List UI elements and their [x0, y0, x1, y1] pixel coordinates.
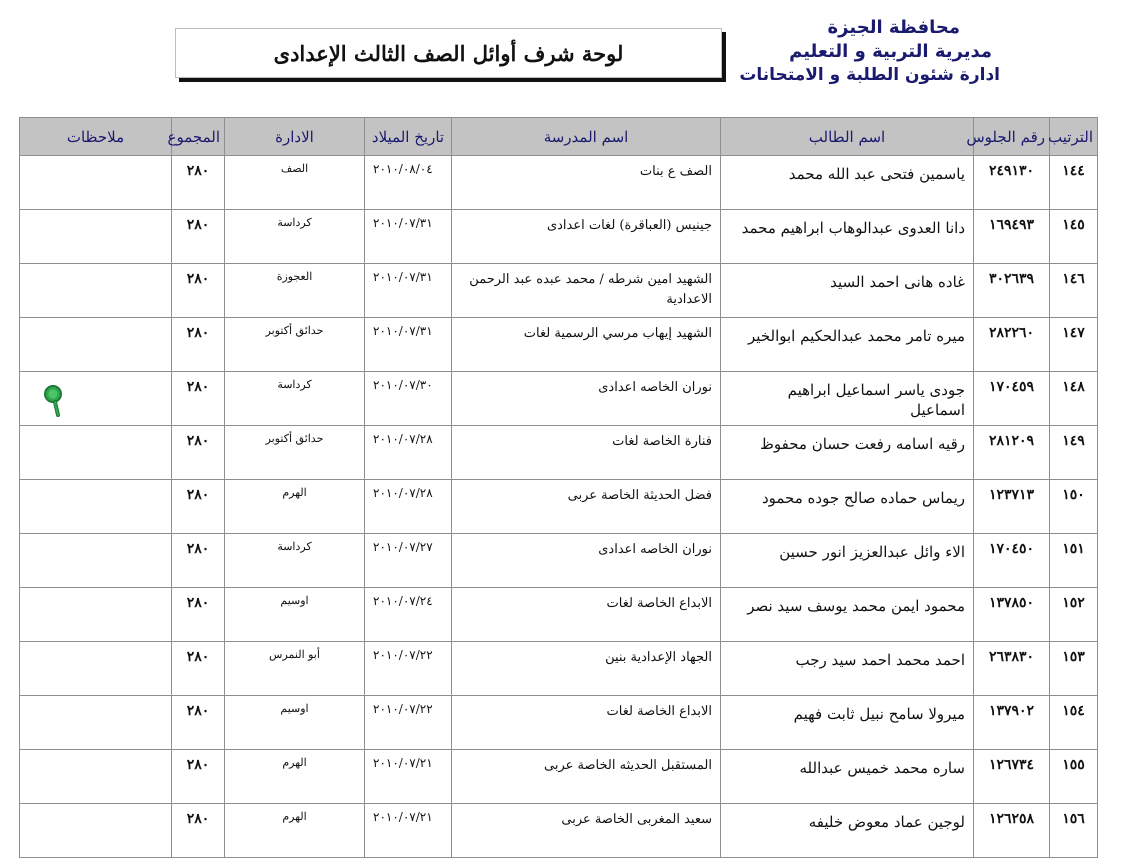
- student-name-cell: ساره محمد خميس عبدالله: [721, 750, 974, 804]
- seat-number-cell: ١٢٦٢٥٨: [974, 804, 1050, 858]
- rank-cell: ١٥١: [1050, 534, 1098, 588]
- table-row: [20, 372, 1098, 426]
- total-score-cell: ٢٨٠: [172, 372, 225, 426]
- rank-cell: ١٥٢: [1050, 588, 1098, 642]
- notes-cell: [20, 156, 172, 210]
- student-name-cell: دانا العدوى عبدالوهاب ابراهيم محمد: [721, 210, 974, 264]
- school-name-cell: فنارة الخاصة لغات: [452, 426, 721, 480]
- table-row: [20, 534, 1098, 588]
- school-name-cell: نوران الخاصه اعدادى: [452, 534, 721, 588]
- rank-cell: ١٤٥: [1050, 210, 1098, 264]
- seat-number-cell: ١٧٠٤٥٠: [974, 534, 1050, 588]
- table-row: [20, 804, 1098, 858]
- birth-date-cell: ٢٠١٠/٠٧/٣٠: [365, 372, 452, 426]
- notes-cell: [20, 750, 172, 804]
- administration-cell: اوسيم: [225, 588, 365, 642]
- notes-cell: [20, 210, 172, 264]
- birth-date-cell: ٢٠١٠/٠٧/٢٤: [365, 588, 452, 642]
- rank-cell: ١٤٦: [1050, 264, 1098, 318]
- rank-cell: ١٥٣: [1050, 642, 1098, 696]
- header-total: المجموع: [172, 118, 225, 156]
- birth-date-cell: ٢٠١٠/٠٧/٢٨: [365, 480, 452, 534]
- table-row: [20, 588, 1098, 642]
- table-body: [20, 156, 1098, 858]
- header-birth-date: تاريخ الميلاد: [365, 118, 452, 156]
- header-rank: الترتيب: [1050, 118, 1098, 156]
- governorate-name: محافظة الجيزة: [827, 17, 960, 38]
- birth-date-cell: ٢٠١٠/٠٧/٢١: [365, 750, 452, 804]
- notes-cell: [20, 480, 172, 534]
- student-name-cell: جودى ياسر اسماعيل ابراهيم اسماعيل: [721, 372, 974, 426]
- administration-cell: العجوزة: [225, 264, 365, 318]
- org-header: [739, 16, 1000, 87]
- administration-cell: كرداسة: [225, 534, 365, 588]
- administration-cell: حدائق أكتوبر: [225, 426, 365, 480]
- birth-date-cell: ٢٠١٠/٠٧/٢٨: [365, 426, 452, 480]
- table-row: [20, 642, 1098, 696]
- administration-cell: الهرم: [225, 480, 365, 534]
- table-row: [20, 264, 1098, 318]
- school-name-cell: الشهيد إيهاب مرسي الرسمية لغات: [452, 318, 721, 372]
- rank-cell: ١٥٥: [1050, 750, 1098, 804]
- rank-cell: ١٥٤: [1050, 696, 1098, 750]
- administration-cell: الهرم: [225, 804, 365, 858]
- birth-date-cell: ٢٠١٠/٠٧/٣١: [365, 264, 452, 318]
- total-score-cell: ٢٨٠: [172, 804, 225, 858]
- student-name-cell: ميرولا سامح نبيل ثابت فهيم: [721, 696, 974, 750]
- school-name-cell: الصف ع بنات: [452, 156, 721, 210]
- administration-cell: الصف: [225, 156, 365, 210]
- header-notes: ملاحظات: [20, 118, 172, 156]
- birth-date-cell: ٢٠١٠/٠٧/٢٢: [365, 642, 452, 696]
- birth-date-cell: ٢٠١٠/٠٨/٠٤: [365, 156, 452, 210]
- notes-cell: [20, 696, 172, 750]
- administration-cell: أبو النمرس: [225, 642, 365, 696]
- notes-cell: [20, 264, 172, 318]
- total-score-cell: ٢٨٠: [172, 156, 225, 210]
- administration-cell: اوسيم: [225, 696, 365, 750]
- magnifier-pin-icon: [43, 384, 65, 418]
- rank-cell: ١٥٦: [1050, 804, 1098, 858]
- school-name-cell: الشهيد امين شرطه / محمد عبده عبد الرحمن الاعدادية: [452, 264, 721, 318]
- school-name-cell: الجهاد الإعدادية بنين: [452, 642, 721, 696]
- birth-date-cell: ٢٠١٠/٠٧/٢٢: [365, 696, 452, 750]
- rank-cell: ١٥٠: [1050, 480, 1098, 534]
- student-name-cell: ريماس حماده صالح جوده محمود: [721, 480, 974, 534]
- student-name-cell: ياسمين فتحى عبد الله محمد: [721, 156, 974, 210]
- total-score-cell: ٢٨٠: [172, 534, 225, 588]
- header-school-name: اسم المدرسة: [452, 118, 721, 156]
- table-row: [20, 480, 1098, 534]
- total-score-cell: ٢٨٠: [172, 750, 225, 804]
- table-header-row: [20, 118, 1098, 156]
- school-name-cell: فضل الحديثة الخاصة عربى: [452, 480, 721, 534]
- school-name-cell: جينيس (العباقرة) لغات اعدادى: [452, 210, 721, 264]
- table-row: [20, 210, 1098, 264]
- school-name-cell: سعيد المغربى الخاصة عربى: [452, 804, 721, 858]
- administration-cell: حدائق أكتوبر: [225, 318, 365, 372]
- administration-cell: كرداسة: [225, 210, 365, 264]
- rank-cell: ١٤٩: [1050, 426, 1098, 480]
- student-name-cell: رقيه اسامه رفعت حسان محفوظ: [721, 426, 974, 480]
- birth-date-cell: ٢٠١٠/٠٧/٣١: [365, 210, 452, 264]
- school-name-cell: الابداع الخاصة لغات: [452, 696, 721, 750]
- school-name-cell: الابداع الخاصة لغات: [452, 588, 721, 642]
- table-row: [20, 696, 1098, 750]
- notes-cell: [20, 534, 172, 588]
- administration-cell: كرداسة: [225, 372, 365, 426]
- table-row: [20, 750, 1098, 804]
- seat-number-cell: ١٢٣٧١٣: [974, 480, 1050, 534]
- seat-number-cell: ٢٨٢٢٦٠: [974, 318, 1050, 372]
- table-row: [20, 156, 1098, 210]
- administration-cell: الهرم: [225, 750, 365, 804]
- student-name-cell: محمود ايمن محمد يوسف سيد نصر: [721, 588, 974, 642]
- total-score-cell: ٢٨٠: [172, 588, 225, 642]
- school-name-cell: المستقبل الحديثه الخاصة عربى: [452, 750, 721, 804]
- page-title: لوحة شرف أوائل الصف الثالث الإعدادى: [273, 40, 624, 66]
- header-student-name: اسم الطالب: [721, 118, 974, 156]
- total-score-cell: ٢٨٠: [172, 264, 225, 318]
- seat-number-cell: ١٢٦٧٣٤: [974, 750, 1050, 804]
- student-name-cell: ميره تامر محمد عبدالحكيم ابوالخير: [721, 318, 974, 372]
- student-name-cell: غاده هانى احمد السيد: [721, 264, 974, 318]
- seat-number-cell: ٢٨١٢٠٩: [974, 426, 1050, 480]
- birth-date-cell: ٢٠١٠/٠٧/٢٧: [365, 534, 452, 588]
- birth-date-cell: ٢٠١٠/٠٧/٣١: [365, 318, 452, 372]
- seat-number-cell: ٣٠٢٦٣٩: [974, 264, 1050, 318]
- honor-roll-table: [19, 117, 1098, 858]
- rank-cell: ١٤٧: [1050, 318, 1098, 372]
- student-name-cell: احمد محمد احمد سيد رجب: [721, 642, 974, 696]
- total-score-cell: ٢٨٠: [172, 426, 225, 480]
- department-name: ادارة شئون الطلبة و الامتحانات: [739, 65, 1000, 85]
- directorate-name: مديرية التربية و التعليم: [789, 41, 992, 62]
- table-row: [20, 426, 1098, 480]
- total-score-cell: ٢٨٠: [172, 642, 225, 696]
- seat-number-cell: ١٦٩٤٩٣: [974, 210, 1050, 264]
- notes-cell: [20, 588, 172, 642]
- table-row: [20, 318, 1098, 372]
- notes-cell: [20, 642, 172, 696]
- total-score-cell: ٢٨٠: [172, 318, 225, 372]
- header-seat-number: رقم الجلوس: [974, 118, 1050, 156]
- seat-number-cell: ١٣٧٩٠٢: [974, 696, 1050, 750]
- notes-cell: [20, 804, 172, 858]
- header-administration: الادارة: [225, 118, 365, 156]
- rank-cell: ١٤٤: [1050, 156, 1098, 210]
- seat-number-cell: ١٣٧٨٥٠: [974, 588, 1050, 642]
- seat-number-cell: ٢٤٩١٣٠: [974, 156, 1050, 210]
- total-score-cell: ٢٨٠: [172, 210, 225, 264]
- total-score-cell: ٢٨٠: [172, 480, 225, 534]
- rank-cell: ١٤٨: [1050, 372, 1098, 426]
- birth-date-cell: ٢٠١٠/٠٧/٢١: [365, 804, 452, 858]
- total-score-cell: ٢٨٠: [172, 696, 225, 750]
- notes-cell: [20, 426, 172, 480]
- notes-cell: [20, 318, 172, 372]
- student-name-cell: لوجين عماد معوض خليفه: [721, 804, 974, 858]
- seat-number-cell: ١٧٠٤٥٩: [974, 372, 1050, 426]
- school-name-cell: نوران الخاصه اعدادى: [452, 372, 721, 426]
- seat-number-cell: ٢٦٣٨٣٠: [974, 642, 1050, 696]
- page-title-box: [175, 28, 722, 78]
- student-name-cell: الاء وائل عبدالعزيز انور حسين: [721, 534, 974, 588]
